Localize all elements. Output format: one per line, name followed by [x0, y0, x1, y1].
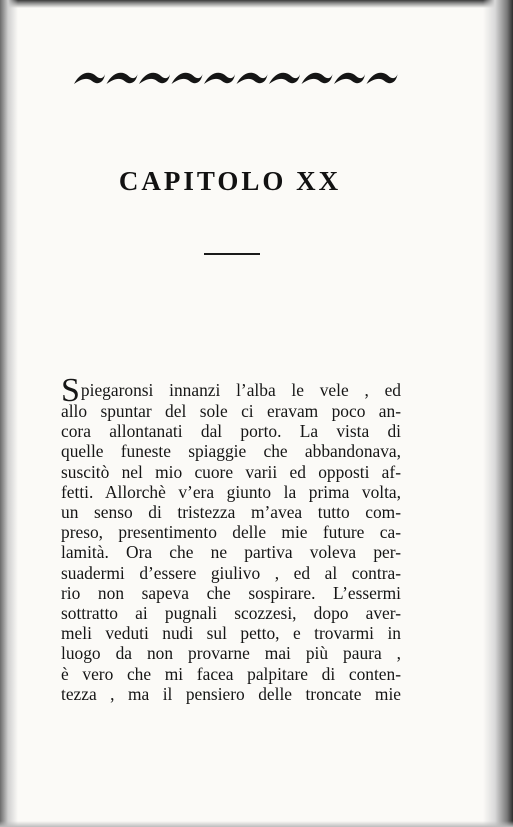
text-line: lamità. Ora che ne partiva voleva per- [61, 542, 401, 563]
text-line: allo spuntar del sole ci eravam poco an- [61, 401, 401, 421]
text-line [61, 372, 401, 409]
text-line: suscitò nel mio cuore varii ed opposti af- [61, 461, 401, 482]
text-line: luogo da non provarne mai più paura , [61, 643, 401, 664]
chapter-body [61, 372, 401, 704]
wave-ornament-segment [74, 73, 105, 84]
text-line: sottratto ai pugnali scozzesi, dopo aver- [61, 603, 401, 624]
wave-ornament-icon [70, 64, 400, 94]
text-line: preso, presentimento delle mie future ca- [61, 522, 401, 543]
wave-ornament-segment [269, 73, 300, 84]
wave-ornament-segment [302, 73, 333, 84]
text-line: un senso di tristezza m’avea tutto com- [61, 502, 401, 523]
title-divider [204, 253, 260, 255]
wave-ornament-segment [107, 73, 138, 84]
drop-cap: S [61, 372, 80, 409]
text-line: è vero che mi facea palpitare di conten- [61, 663, 401, 684]
text-line: meli veduti nudi sul petto, e trovarmi in [61, 623, 401, 644]
wave-ornament-segment [334, 73, 365, 84]
text-line: quelle funeste spiaggie che abbandonava, [61, 441, 401, 462]
chapter-title: CAPITOLO XX [118, 166, 342, 196]
page-edge-top [0, 0, 513, 8]
first-line-text: piegaronsi innanzi l’alba le vele , ed [80, 380, 401, 400]
page-edge-bottom [0, 821, 513, 827]
wave-ornament-segment [172, 73, 203, 84]
text-line: fetti. Allorchè v’era giunto la prima volta, [61, 481, 401, 502]
text-line: rio non sapeva che sospirare. L’essermi [61, 582, 401, 603]
text-line: suadermi d’essere giulivo , ed al contra- [61, 562, 401, 583]
wave-ornament-segment [204, 73, 235, 84]
wave-ornament-segment [367, 73, 398, 84]
page-edge-right [483, 0, 513, 827]
wave-ornament-segment [139, 73, 170, 84]
wave-ornament-segment [237, 73, 268, 84]
page-edge-left [0, 0, 18, 827]
text-line: cora allontanati dal porto. La vista di [61, 421, 401, 442]
text-line: tezza , ma il pensiero delle troncate mie [61, 683, 401, 704]
